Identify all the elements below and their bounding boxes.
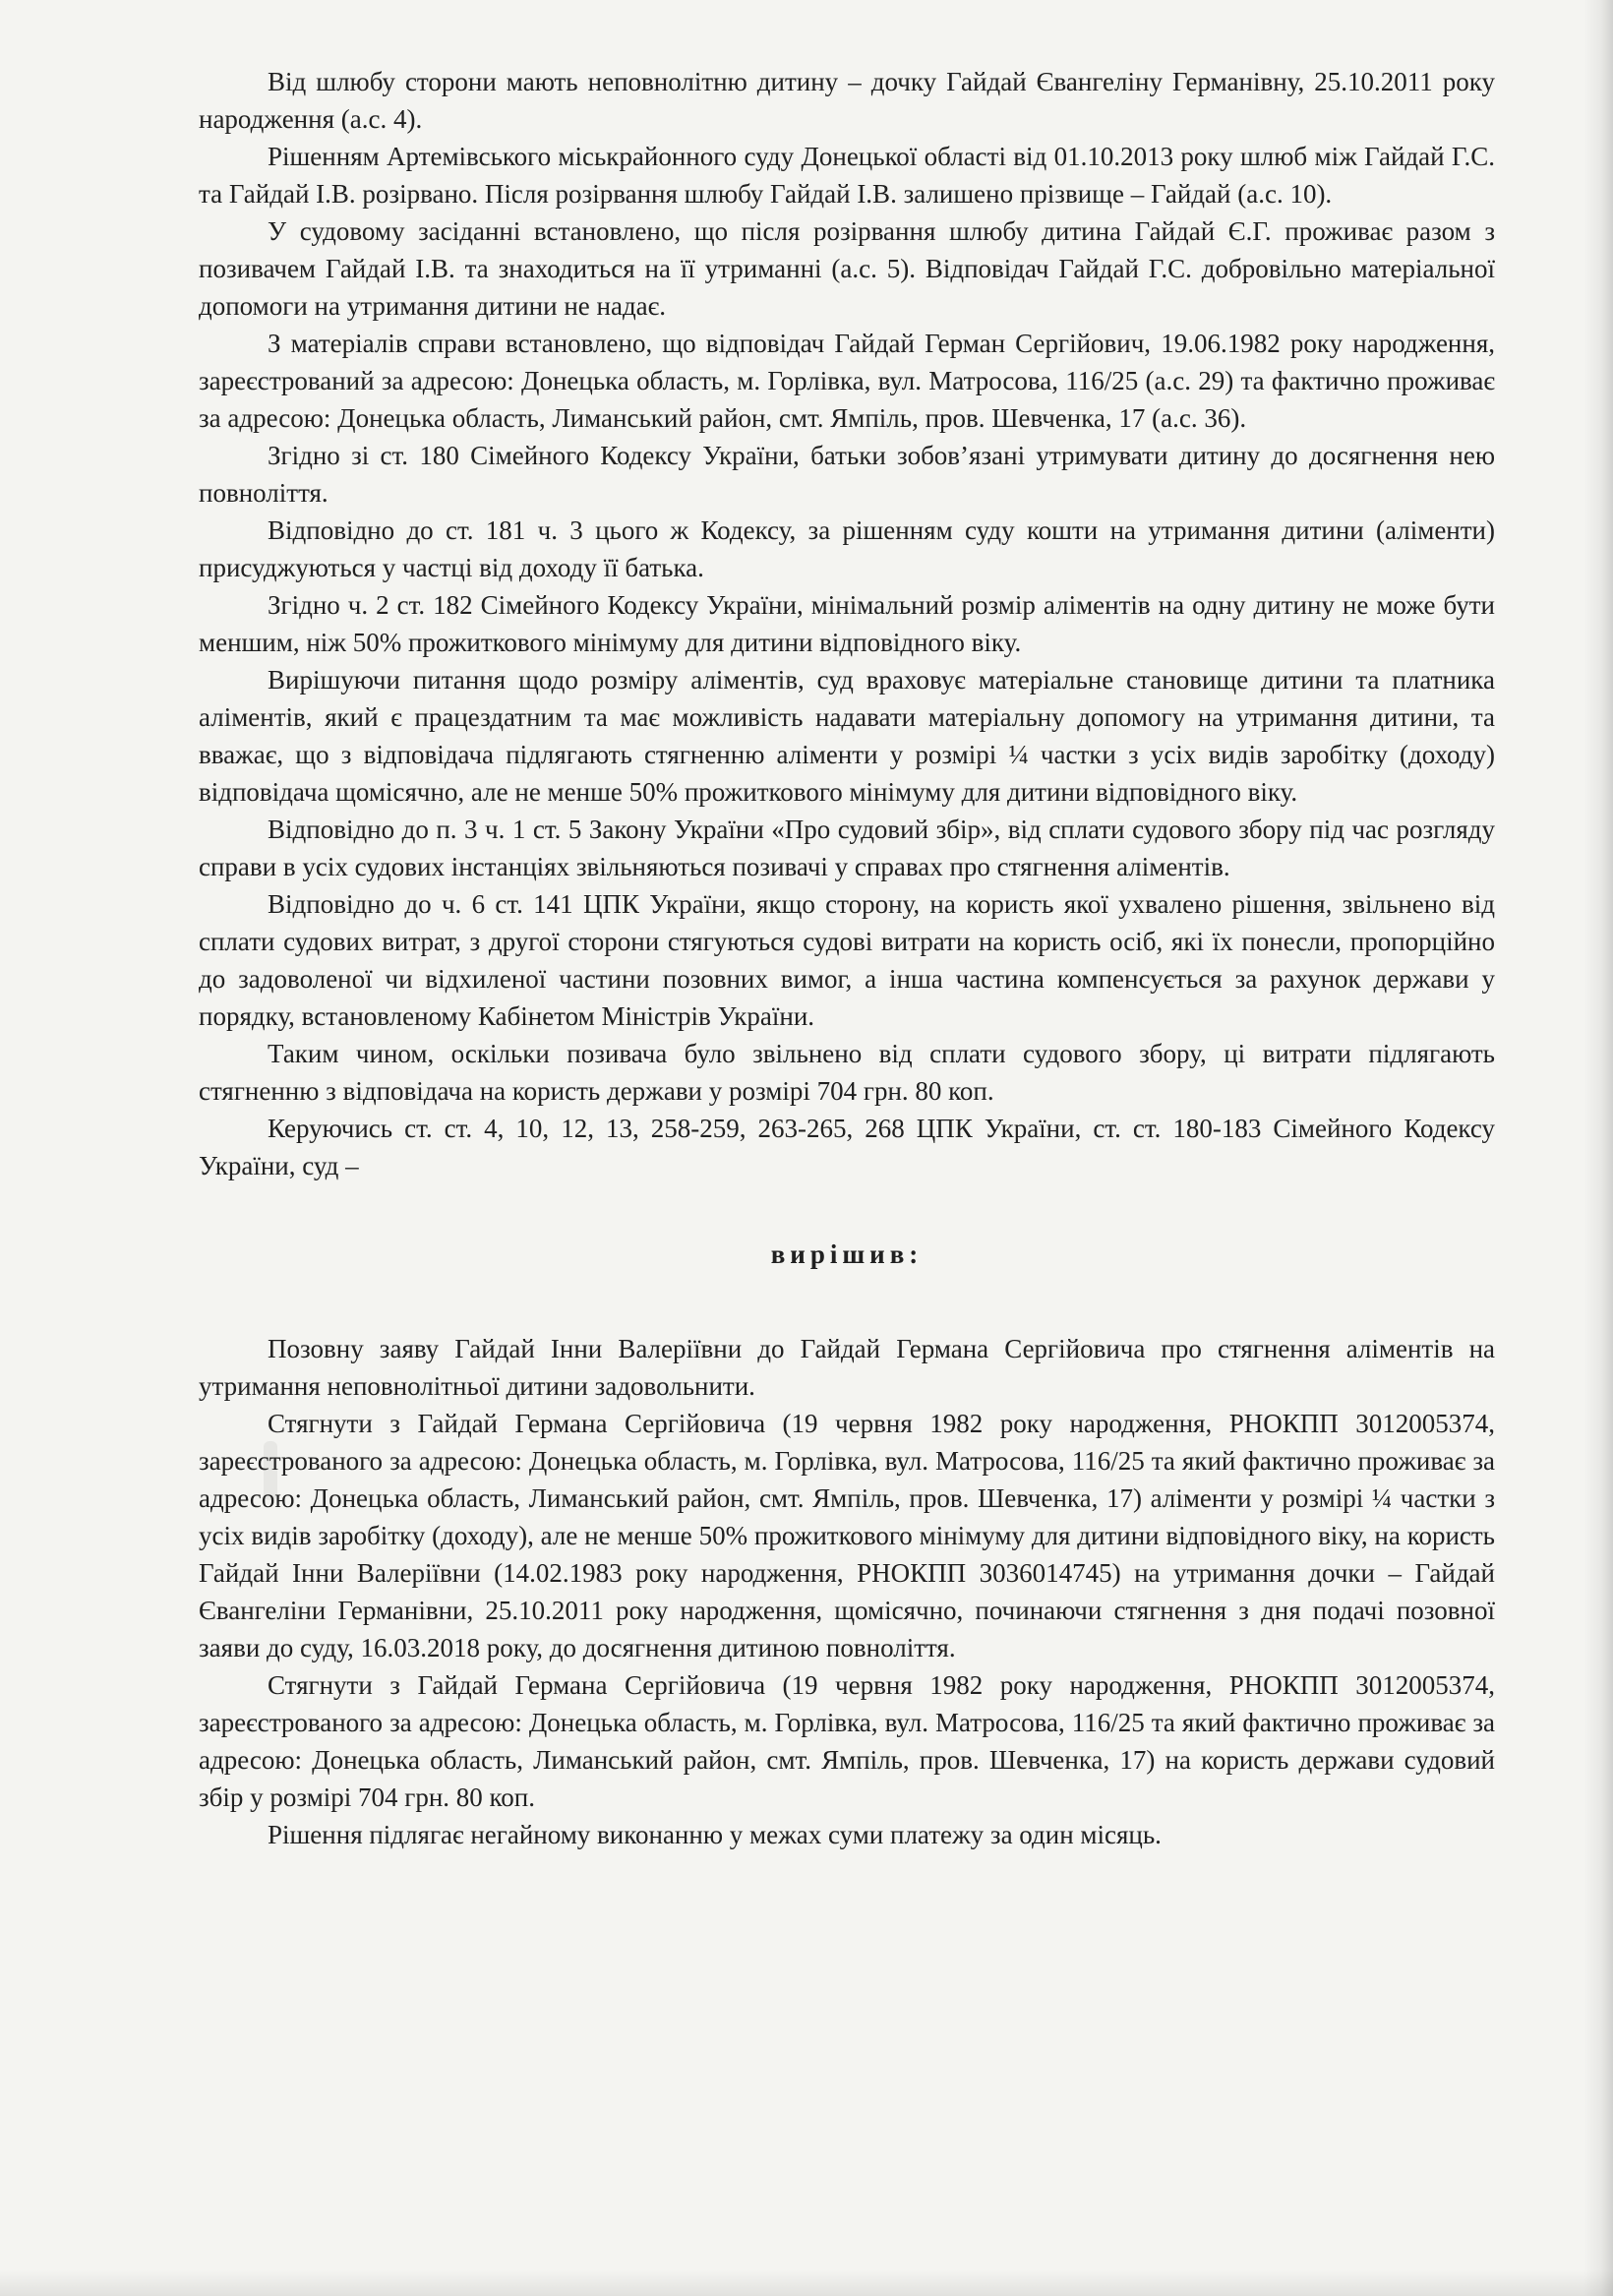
paragraph-legal-basis: Керуючись ст. ст. 4, 10, 12, 13, 258-259, 263-265, 268 ЦПК України, ст. ст. 180-183 Сімейного Кодексу України, суд –: [199, 1114, 1495, 1180]
paragraph-court-fee-law: Відповідно до п. 3 ч. 1 ст. 5 Закону України «Про судовий збір», від сплати судового збору під час розгляду справи в усіх судових інстанціях звільняються позивачі у справах про стягнення аліментів.: [199, 815, 1495, 881]
document-body: [199, 63, 1495, 1853]
paragraph-article-181: Відповідно до ст. 181 ч. 3 цього ж Кодексу, за рішенням суду кошти на утримання дитини (аліменти) присуджуються у частці від доходу її батька.: [199, 515, 1495, 582]
paragraph-article-182: Згідно ч. 2 ст. 182 Сімейного Кодексу України, мінімальний розмір аліментів на одну дитину не може бути меншим, ніж 50% прожиткового мінімуму для дитини відповідного віку.: [199, 590, 1495, 657]
decision-heading: вирішив:: [770, 1239, 924, 1269]
paragraph-article-141: Відповідно до ч. 6 ст. 141 ЦПК України, якщо сторону, на користь якої ухвалено рішення, звільнено від сплати судових витрат, з другої сторони стягуються судові витрати на користь осіб, які їх понесли, пропорційно до задоволеної чи відхиленої частини позовних вимог, а інша частина компенсується за рахунок держави у порядку, встановленому Кабінетом Міністрів України.: [199, 889, 1495, 1031]
paragraph-immediate-execution: Рішення підлягає негайному виконанню у межах суми платежу за один місяць.: [268, 1820, 1162, 1849]
paragraph-child-residence: У судовому засіданні встановлено, що після розірвання шлюбу дитина Гайдай Є.Г. проживає разом з позивачем Гайдай І.В. та знаходиться на її утриманні (а.с. 5). Відповідач Гайдай Г.С. добровільно матеріальної допомоги на утримання дитини не надає.: [199, 216, 1495, 321]
paragraph-claim-granted: Позовну заяву Гайдай Інни Валеріївни до Гайдай Германа Сергійовича про стягнення аліментів на утримання неповнолітньої дитини задовольнити.: [199, 1334, 1495, 1401]
page-edge-shadow: [1583, 0, 1613, 2296]
page-bottom-shadow: [0, 2270, 1613, 2296]
paragraph-defendant-address: З матеріалів справи встановлено, що відповідач Гайдай Герман Сергійович, 19.06.1982 року народження, зареєстрований за адресою: Донецька область, м. Горлівка, вул. Матросова, 116/25 (а.с. 29) та фактично проживає за адресою: Донецька область, Лиманський район, смт. Ямпіль, пров. Шевченка, 17 (а.с. 36).: [199, 329, 1495, 433]
paragraph-court-fee-order: Стягнути з Гайдай Германа Сергійовича (19 червня 1982 року народження, РНОКПП 3012005374, зареєстрованого за адресою: Донецька область, м. Горлівка, вул. Матросова, 116/25 та який фактично проживає за адресою: Донецька область, Лиманський район, смт. Ямпіль, пров. Шевченка, 17) на користь держави судовий збір у розмірі 704 грн. 80 коп.: [199, 1670, 1495, 1812]
paragraph-fee-recovery: Таким чином, оскільки позивача було звільнено від сплати судового збору, ці витрати підлягають стягненню з відповідача на користь держави у розмірі 704 грн. 80 коп.: [199, 1039, 1495, 1106]
paragraph-divorce-decision: Рішенням Артемівського міськрайонного суду Донецької області від 01.10.2013 року шлюб між Гайдай Г.С. та Гайдай І.В. розірвано. Після розірвання шлюбу Гайдай І.В. залишено прізвище – Гайдай (а.с. 10).: [199, 142, 1495, 209]
paragraph-child-info: Від шлюбу сторони мають неповнолітню дитину – дочку Гайдай Євангеліну Германівну, 25.10.2011 року народження (а.с. 4).: [199, 67, 1495, 134]
paragraph-alimony-order: Стягнути з Гайдай Германа Сергійовича (19 червня 1982 року народження, РНОКПП 3012005374, зареєстрованого за адресою: Донецька область, м. Горлівка, вул. Матросова, 116/25 та який фактично проживає за адресою: Донецька область, Лиманський район, смт. Ямпіль, пров. Шевченка, 17) аліменти у розмірі ¼ частки з усіх видів заробітку (доходу), але не менше 50% прожиткового мінімуму для дитини відповідного віку, на користь Гайдай Інни Валеріївни (14.02.1983 року народження, РНОКПП 3036014745) на утримання дочки – Гайдай Євангеліни Германівни, 25.10.2011 року народження, щомісячно, починаючи стягнення з дня подачі позовної заяви до суду, 16.03.2018 року, до досягнення дитиною повноліття.: [199, 1409, 1495, 1662]
paragraph-alimony-amount: Вирішуючи питання щодо розміру аліментів, суд враховує матеріальне становище дитини та платника аліментів, який є працездатним та має можливість надавати матеріальну допомогу на утримання дитини, та вважає, що з відповідача підлягають стягненню аліменти у розмірі ¼ частки з усіх видів заробітку (доходу) відповідача щомісячно, але не менше 50% прожиткового мінімуму для дитини відповідного віку.: [199, 665, 1495, 807]
paragraph-article-180: Згідно зі ст. 180 Сімейного Кодексу України, батьки зобов’язані утримувати дитину до досягнення нею повноліття.: [199, 441, 1495, 508]
